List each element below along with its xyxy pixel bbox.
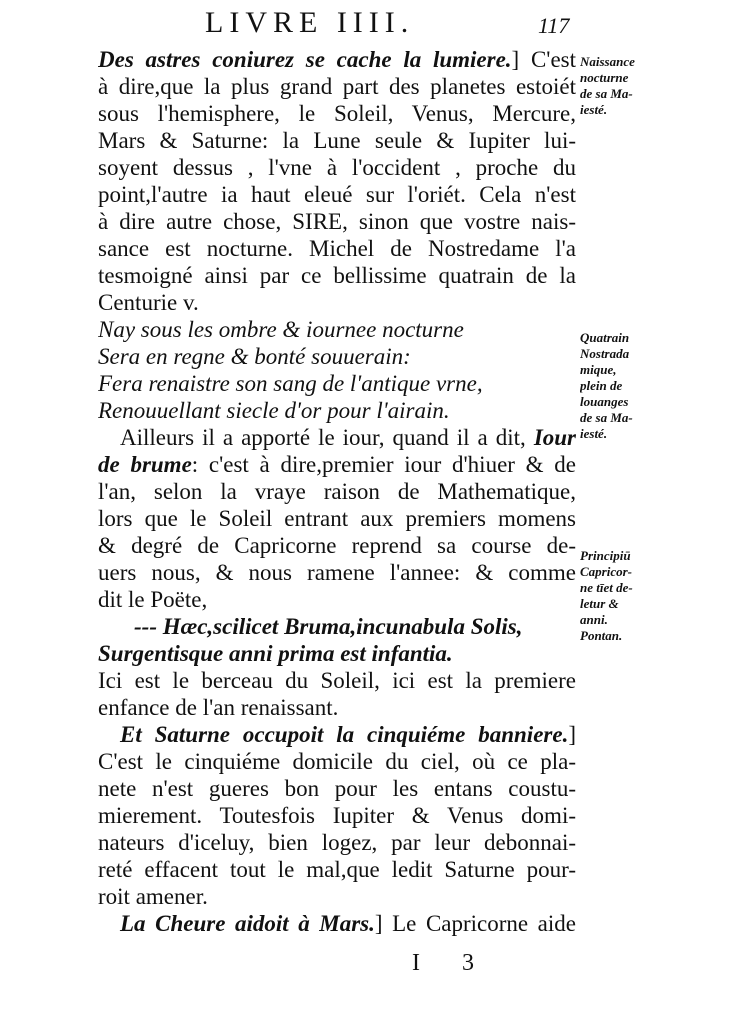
margin-note-line: nocturne bbox=[580, 70, 629, 85]
text-line: à dire autre chose, SIRE, sinon que vostre nais- bbox=[98, 209, 576, 234]
verse-line: Sera en regne & bonté souuerain: bbox=[98, 344, 411, 369]
running-head bbox=[0, 6, 739, 42]
text-line: & degré de Capricorne reprend sa course de- bbox=[98, 533, 576, 558]
text-line: Mars & Saturne: la Lune seule & Iupiter lui- bbox=[98, 128, 576, 153]
margin-note-line: letur & bbox=[580, 596, 619, 611]
text-line: sance est nocturne. Michel de Nostredame l'a bbox=[98, 236, 576, 261]
margin-note bbox=[580, 330, 660, 442]
text-run: Ailleurs il a apporté le iour, quand il a dit, bbox=[120, 425, 526, 450]
margin-note-line: plein de bbox=[580, 378, 623, 393]
margin-note-line: Naissance bbox=[580, 54, 635, 69]
main-text bbox=[98, 46, 576, 937]
text-line bbox=[98, 451, 576, 478]
text-line: nateurs d'iceluy, bien logez, par leur debonnai- bbox=[98, 830, 576, 855]
lemma: Des astres coniurez se cache la lumiere. bbox=[98, 47, 512, 72]
signature-mark: I 3 bbox=[412, 950, 492, 976]
margin-note-line: de sa Ma- bbox=[580, 86, 633, 101]
verse-line: Renouuellant siecle d'or pour l'airain. bbox=[98, 398, 450, 423]
margin-note-line: mique, bbox=[580, 362, 617, 377]
text-run: : c'est à dire,premier iour d'hiuer & de bbox=[191, 452, 576, 477]
running-title: LIVRE IIII. bbox=[205, 6, 415, 39]
text-line: reté effacent tout le mal,que ledit Saturne pour- bbox=[98, 857, 576, 882]
text-line: enfance de l'an renaissant. bbox=[98, 695, 339, 720]
margin-note-line: ne tīet de- bbox=[580, 580, 633, 595]
text-line: tesmoigné ainsi par ce bellissime quatrain de la bbox=[98, 263, 576, 288]
margin-note-line: iesté. bbox=[580, 102, 608, 117]
margin-note-line: anni. bbox=[580, 612, 608, 627]
lemma: Iour bbox=[533, 425, 576, 450]
margin-note bbox=[580, 54, 660, 118]
margin-note bbox=[580, 548, 660, 644]
quotation-line: Surgentisque anni prima est infantia. bbox=[98, 641, 453, 666]
verse-line: Nay sous les ombre & iournee nocturne bbox=[98, 317, 464, 342]
text-run: ] Le Capricorne aide bbox=[374, 911, 576, 936]
text-run: ] bbox=[568, 722, 576, 747]
verse-line: Fera renaistre son sang de l'antique vrne, bbox=[98, 371, 483, 396]
lemma: La Cheure aidoit à Mars. bbox=[120, 911, 375, 936]
margin-note-line: iesté. bbox=[580, 426, 608, 441]
quotation-line: --- Hæc,scilicet Bruma,incunabula Solis, bbox=[134, 614, 523, 639]
margin-note-line: Quatrain bbox=[580, 330, 630, 345]
text-line: l'an, selon la vraye raison de Mathematique, bbox=[98, 479, 576, 504]
margin-note-line: Capricor- bbox=[580, 564, 632, 579]
text-line: sous l'hemisphere, le Soleil, Venus, Mercure, bbox=[98, 101, 576, 126]
page-number: 117 bbox=[538, 13, 570, 38]
text-line bbox=[98, 910, 576, 937]
margin-note-line: louanges bbox=[580, 394, 629, 409]
text-line: lors que le Soleil entrant aux premiers momens bbox=[98, 506, 576, 531]
text-line: Centurie v. bbox=[98, 290, 199, 315]
text-line: Ici est le berceau du Soleil, ici est la premiere bbox=[98, 668, 576, 693]
text-run: ] C'est bbox=[511, 47, 576, 72]
text-line: dit le Poëte, bbox=[98, 587, 208, 612]
text-line: à dire,que la plus grand part des planetes estoiét bbox=[98, 74, 576, 99]
text-line bbox=[98, 721, 576, 748]
text-line: nete n'est gueres bon pour les entans coustu- bbox=[98, 776, 576, 801]
lemma: Et Saturne occupoit la cinquiéme banniere. bbox=[120, 722, 569, 747]
text-line: roit amener. bbox=[98, 884, 208, 909]
margin-note-line: de sa Ma- bbox=[580, 410, 633, 425]
text-line: uers nous, & nous ramene l'annee: & comme bbox=[98, 560, 576, 585]
text-line: C'est le cinquiéme domicile du ciel, où ce pla- bbox=[98, 749, 576, 774]
margin-note-line: Nostrada bbox=[580, 346, 630, 361]
lemma: de brume bbox=[98, 452, 192, 477]
margin-note-line: Pontan. bbox=[580, 628, 623, 643]
text-line: soyent dessus , l'vne à l'occident , proche du bbox=[98, 155, 576, 180]
margin-note-line: Principiū bbox=[580, 548, 631, 563]
text-line: point,l'autre ia haut eleué sur l'oriét. Cela n'est bbox=[98, 182, 576, 207]
text-line: mierement. Toutesfois Iupiter & Venus domi- bbox=[98, 803, 576, 828]
text-line bbox=[98, 46, 576, 73]
text-line bbox=[98, 424, 576, 451]
